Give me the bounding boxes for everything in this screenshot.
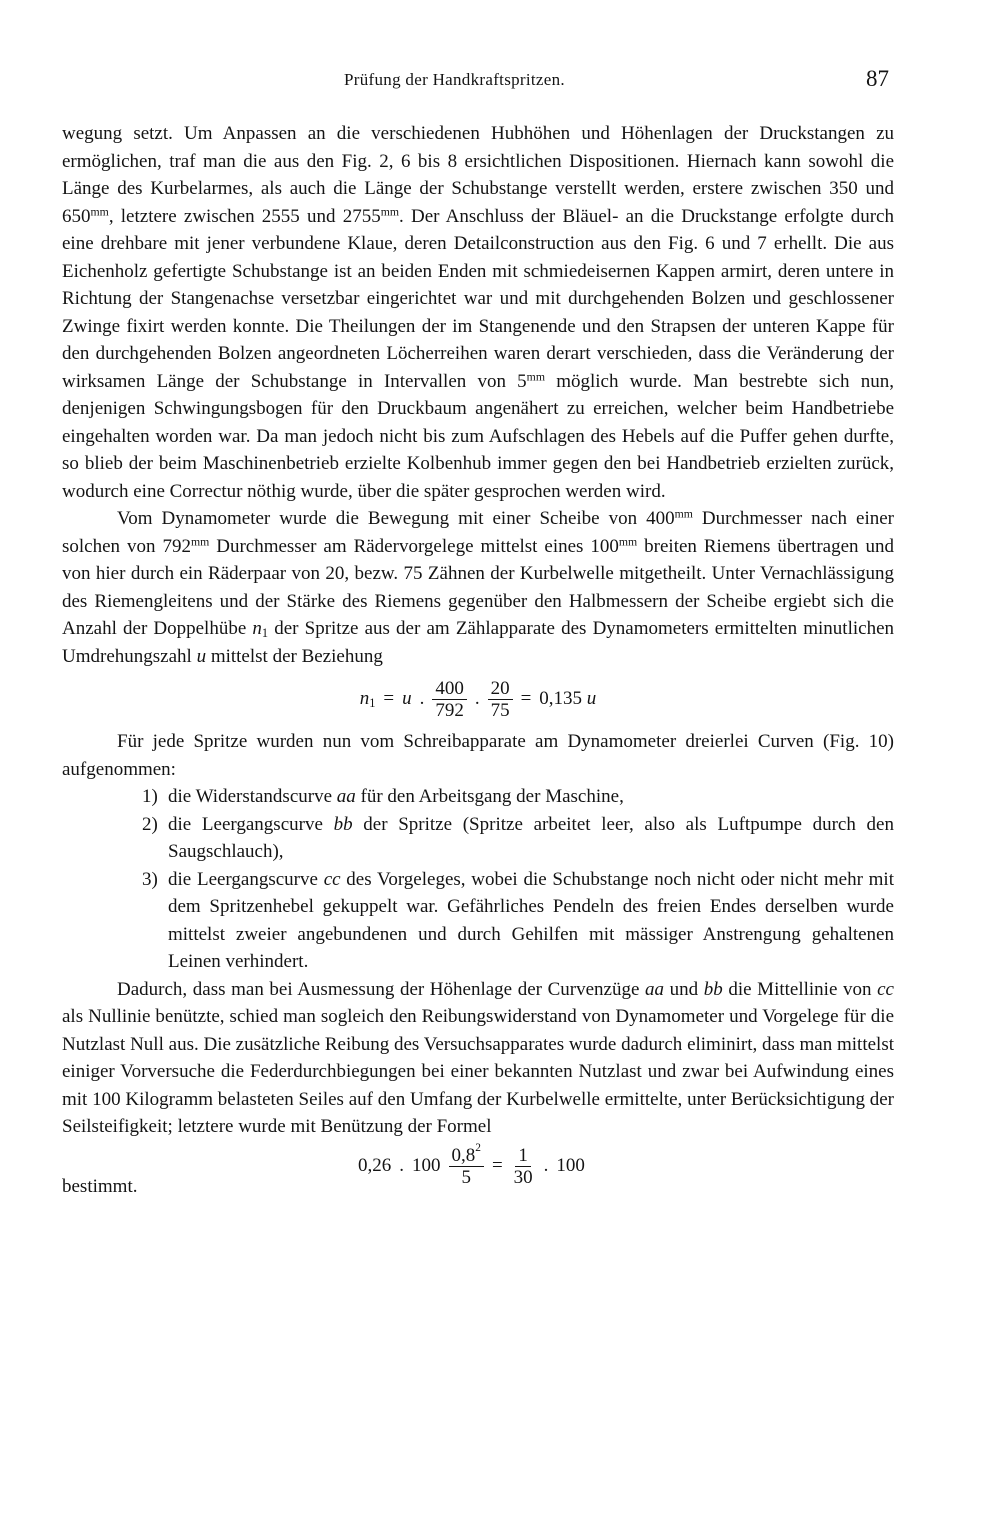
body-text bbox=[62, 120, 894, 1203]
fraction-08sq-5: $\frac{0,8^2}{5}$ bbox=[449, 1145, 484, 1188]
list-item: 3) die Leergangscurve cc des Vorgeleges, wobei die Schubstange noch nicht oder nicht mehr mit dem Spritzenhebel gekuppelt war. Gefährliches Pendeln des freien Endes derselben wurde mittelst zweier angebundenen und durch Gehilfen mit mässiger Anstrengung gehaltenen Leinen verhindert. bbox=[142, 868, 894, 972]
unit-mm: mm bbox=[380, 205, 400, 219]
paragraph-3: Für jede Spritze wurden nun vom Schreibapparate am Dynamometer dreierlei Curven (Fig. 10) aufgenommen: bbox=[62, 731, 894, 780]
unit-mm: mm bbox=[618, 535, 638, 549]
list-item: 1) die Widerstandscurve aa für den Arbeitsgang der Maschine, bbox=[142, 786, 624, 807]
closing-word: bestimmt. bbox=[62, 1176, 138, 1197]
paragraph-4: Dadurch, dass man bei Ausmessung der Höhenlage der Curvenzüge aa und bb die Mittellinie von cc als Nullinie benützte, schied man sogleich den Reibungswiderstand von Dynamometer und Vorgelege für die Nutzlast Null aus. Die zusätzliche Reibung des Versuchsapparates wurde dadurch eliminirt, dass man mittelst einiger Vorversuche die Federdurchbiegungen bei einer bekannten Nutzlast und zwar bei Aufwindung eines mit 100 Kilogramm belasteten Seiles auf den Umfang der Kurbelwelle ermittelte, unter Berücksichtigung der Seilsteifigkeit; letztere wurde mit Benützung der Formel bbox=[62, 978, 894, 1137]
paragraph-2: Vom Dynamometer wurde die Bewegung mit einer Scheibe von $400^{mm}$ Durchmesser nach einer solchen von $792^{mm}$ Durchmesser am Rädervorgelege mittelst eines $100^{mm}$ breiten Riemens übertragen und von hier durch ein Räderpaar von 20, bezw. 75 Zähnen der Kurbelwelle mitgetheilt. Unter Vernachlässigung des Riemengleitens und der Stärke des Riemens gegenüber den Halbmessern der Scheibe ergiebt sich die Anzahl der Doppelhübe $n_1$ der Spritze aus der am Zählapparate des Dynamometers ermittelten minutlichen Umdrehungszahl u mittelst der Beziehung bbox=[62, 507, 895, 667]
unit-mm: mm bbox=[90, 205, 109, 219]
paragraph-1: wegung setzt. Um Anpassen an die verschiedenen Hubhöhen und Höhenlagen der Druckstangen zu ermöglichen, traf man die aus den Fig. 2, 6 bis 8 ersichtlichen Dispositionen. Hiernach kann sowohl die Länge des Kurbelarmes, als auch die Länge der Schubstange verstellt werden, erstere zwischen 350 und $650^{mm}$, letztere zwischen 2555 und $2755^{mm}$. Der Anschluss der Bläuel- an die Druckstange erfolgte durch eine drehbare mit jener verbundene Klaue, deren Detailconstruction aus den Fig. 6 und 7 erhellt. Die aus Eichenholz gefertigte Schubstange ist an beiden Enden mit schmiedeisernen Kappen armirt, deren untere in Richtung der Stangenachse versetzbar eingerichtet war und mit durchgehenden Bolzen und geschlossener Zwinge fixirt werden konnte. Die Theilungen der im Stangenende und den Strapsen der unteren Kappe für den durchgehenden Bolzen angeordneten Löcherreihen waren derart verschieden, dass die Veränderung der wirksamen Länge der Schubstange in Intervallen von $5^{mm}$ möglich wurde. Man bestrebte sich nun, denjenigen Schwingungsbogen für den Druckbaum angenähert zu erreichen, welcher beim Handbetriebe eingehalten worden war. Da man jedoch nicht bis zum Aufschlagen des Hebels auf die Puffer gehen durfte, so blieb der beim Maschinenbetrieb erzielte Kolbenhub immer gegen den bei Handbetrieb erzielten zurück, wodurch eine Correctur nöthig wurde, über die später gesprochen werden wird. bbox=[62, 123, 894, 502]
curve-list bbox=[62, 783, 894, 976]
fraction-1-30: $\frac{1}{30}$ bbox=[513, 1144, 533, 1188]
closing-formula-block bbox=[62, 1141, 894, 1203]
formula-seilsteifigkeit: 0,26 . 100 $\frac{0,8^2}{5}$ = $\frac{1}{30}$ . 100 bbox=[358, 1141, 585, 1188]
list-item: 2) die Leergangscurve bb der Spritze (Spritze arbeitet leer, also als Luftpumpe durch den Saugschlauch), bbox=[142, 813, 894, 862]
unit-mm: mm bbox=[526, 370, 545, 384]
formula-result: 0,135 u bbox=[539, 688, 597, 710]
unit-mm: mm bbox=[190, 535, 210, 549]
formula-lhs: $n_1$ bbox=[359, 688, 376, 711]
var-u: u bbox=[196, 645, 207, 667]
page-number: 87 bbox=[866, 66, 889, 91]
var-n: n bbox=[252, 618, 262, 639]
formula-doppelhuebe: $n_1$ = u . $\frac{400}{792}$ . $\frac{20}{75}$ = 0,135 u bbox=[359, 677, 597, 721]
page-header bbox=[0, 66, 1000, 96]
running-title: Prüfung der Handkraftspritzen. bbox=[344, 70, 565, 89]
fraction-20-75: $\frac{20}{75}$ bbox=[488, 678, 513, 721]
fraction-400-792: $\frac{400}{792}$ bbox=[432, 678, 467, 721]
unit-mm: mm bbox=[674, 507, 693, 521]
